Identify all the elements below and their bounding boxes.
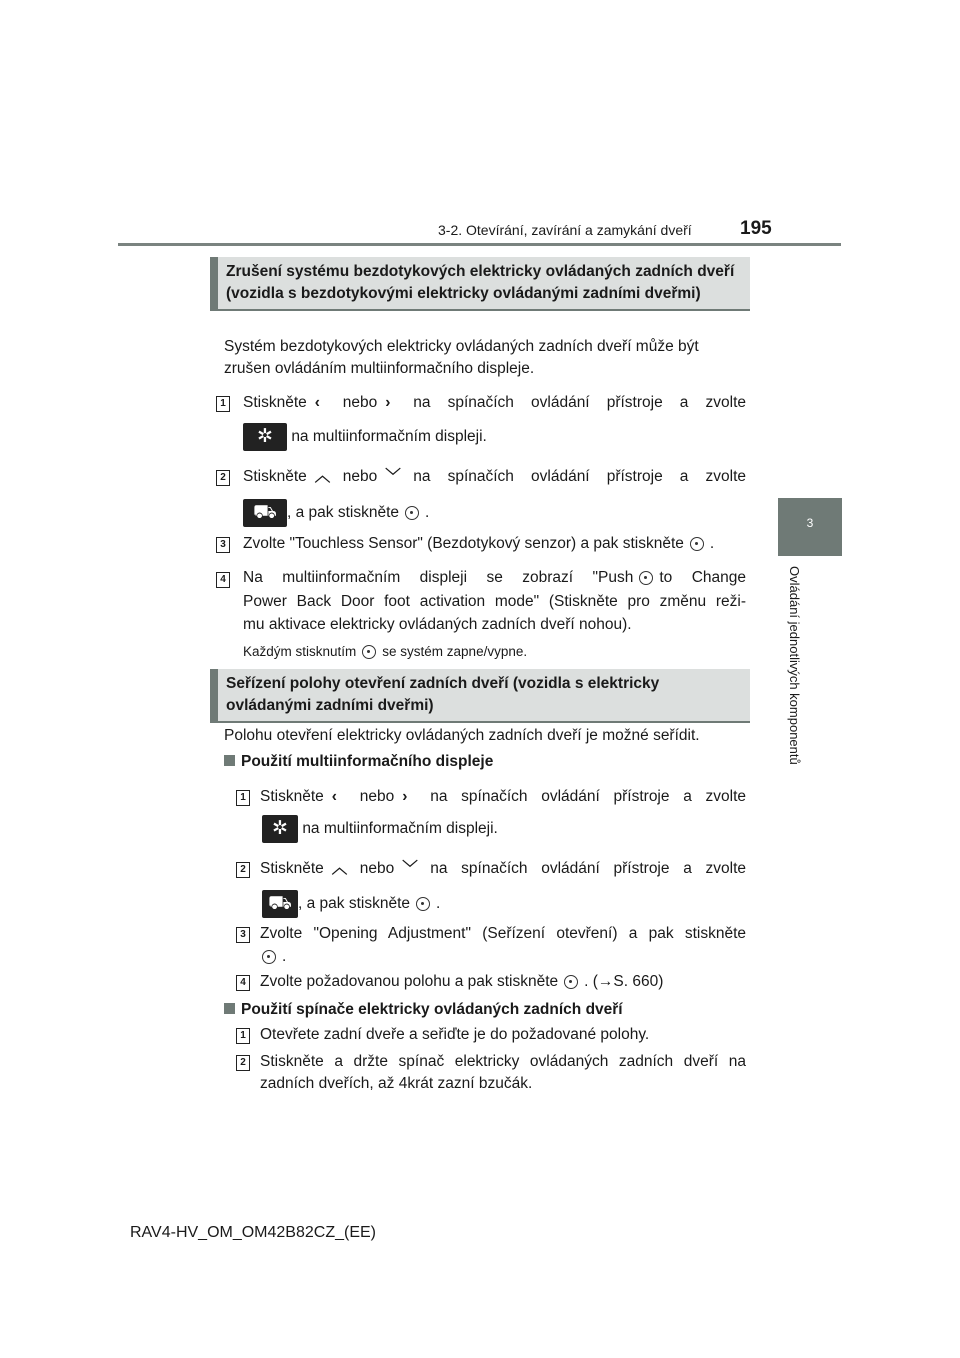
step-text: Stiskněte [260,788,324,805]
s2-step-2-text [260,858,746,880]
enter-button-icon [362,645,376,659]
step-number: 1 [236,1028,250,1044]
step-text: na spínačích ovládání přístroje a zvolte [413,468,746,485]
step-text: na multiinformačním displeji. [302,820,498,838]
chevron-down-icon: ﹀ [385,468,401,485]
step-text: Zvolte požadovanou polohu a pak stiskněte [260,973,559,990]
s2b-step-2-line2: zadních dveřích, až 4krát zazní bzučák. [260,1075,533,1092]
step-1-text [243,392,746,414]
enter-button-icon [405,506,419,520]
step-text: , a pak stiskněte [287,504,400,522]
step-text: nebo [342,468,378,485]
subheading-switch [224,999,623,1021]
step-text: na spínačích ovládání přístroje a zvolte [430,788,746,805]
step-2-line2 [243,499,429,527]
s2b-step-1-text: Otevřete zadní dveře a seřiďte je do požadované polohy. [260,1026,650,1043]
subheading-multiinfo [224,751,493,773]
step-text: na spínačích ovládání přístroje a zvolte [413,394,746,411]
enter-button-icon [690,537,704,551]
s2-step-3-line2 [260,946,286,968]
step-text: . [425,504,430,522]
s2-step-4-text [260,971,750,993]
chapter-tab [778,498,842,556]
vehicle-back-door-icon: ⛟ [262,890,298,918]
page-number: 195 [740,218,772,239]
enter-button-icon [416,897,430,911]
step-text: Stiskněte [243,468,307,485]
chevron-right-icon: › [385,394,391,411]
step-4-line1 [243,567,746,589]
step-text: na multiinformačním displeji. [291,428,487,446]
chevron-up-icon: ︿ [314,468,331,485]
enter-button-icon [639,571,653,585]
s2-step-1-line2 [262,815,498,843]
step-number: 2 [236,862,250,878]
step-text: nebo [342,394,378,411]
step-number: 4 [236,975,250,991]
step-text: Na multiinformačním displeji se zobrazí "Push [243,569,634,586]
step-1-line2 [243,423,487,451]
section1-intro: Systém bezdotykových elektricky ovládaných zadních dveří může být zrušen ovládáním multiinformačního displeje. [224,338,699,377]
section-heading-cancel-touchless: Zrušení systému bezdotykových elektricky ovládaných zadních dveří (vozidla s bezdotykovými elektricky ovládanými zadními dveřmi) [210,257,750,311]
section-title: 3-2. Otevírání, zavírání a zamykání dveří [438,222,692,238]
s2-step-3-line1: Zvolte "Opening Adjustment" (Seřízení otevření) a pak stiskněte [260,925,746,942]
s2b-step-2-line1: Stiskněte a držte spínač elektricky ovládaných zadních dveří na [260,1053,746,1070]
chevron-left-icon: ‹ [314,394,320,411]
chapter-number: 3 [806,516,814,530]
step-number: 2 [236,1055,250,1071]
enter-button-icon [564,975,578,989]
chevron-down-icon: ﹀ [402,860,418,877]
note [243,641,527,663]
step-number: 3 [236,927,250,943]
step-text: . [436,895,441,913]
step-number: 1 [216,396,230,412]
section-heading-opening-adjustment: Seřízení polohy otevření zadních dveří (vozidla s elektricky ovládanými zadními dveřmi) [210,669,750,723]
step-text: nebo [359,860,395,877]
step-text: na spínačích ovládání přístroje a zvolte [430,860,746,877]
settings-gear-icon: ✲ [262,815,298,843]
step-3-text [243,533,753,555]
chevron-up-icon: ︿ [331,860,348,877]
step-2-text [243,466,746,488]
chevron-right-icon: › [402,788,408,805]
enter-button-icon [262,950,276,964]
vehicle-back-door-icon: ⛟ [243,499,287,527]
note-text: se systém zapne/vypne. [382,644,528,659]
square-bullet-icon [224,1003,235,1014]
step-number: 3 [216,537,230,553]
s2-step-1-text [260,786,746,808]
s2-step-2-line2 [262,890,440,918]
step-4-line2: Power Back Door foot activation mode" (Stiskněte pro změnu reži- [243,593,746,610]
step-text: , a pak stiskněte [298,895,411,913]
step-number: 2 [216,470,230,486]
step-text: Zvolte "Touchless Sensor" (Bezdotykový senzor) a pak stiskněte [243,535,684,552]
step-text: . [709,535,715,552]
settings-gear-icon: ✲ [243,423,287,451]
chapter-label: Ovládání jednotlivých komponentů [787,566,802,765]
step-text: Stiskněte [260,860,324,877]
step-text: Stiskněte [243,394,307,411]
document-code: RAV4-HV_OM_OM42B82CZ_(EE) [130,1224,376,1241]
step-text: . (→S. 660) [584,973,664,990]
step-text: nebo [359,788,395,805]
section2-intro: Polohu otevření elektricky ovládaných zadních dveří je možné seřídit. [224,727,700,744]
step-number: 1 [236,790,250,806]
header-rule [118,243,841,246]
step-number: 4 [216,572,230,588]
note-text: Každým stisknutím [243,644,357,659]
square-bullet-icon [224,755,235,766]
step-text: to Change [659,569,747,586]
step-text: . [282,948,287,965]
subheading-text: Použití multiinformačního displeje [241,753,494,770]
step-4-line3: mu aktivace elektricky ovládaných zadních dveří nohou). [243,616,632,633]
subheading-text: Použití spínače elektricky ovládaných zadních dveří [241,1001,623,1018]
chevron-left-icon: ‹ [331,788,337,805]
